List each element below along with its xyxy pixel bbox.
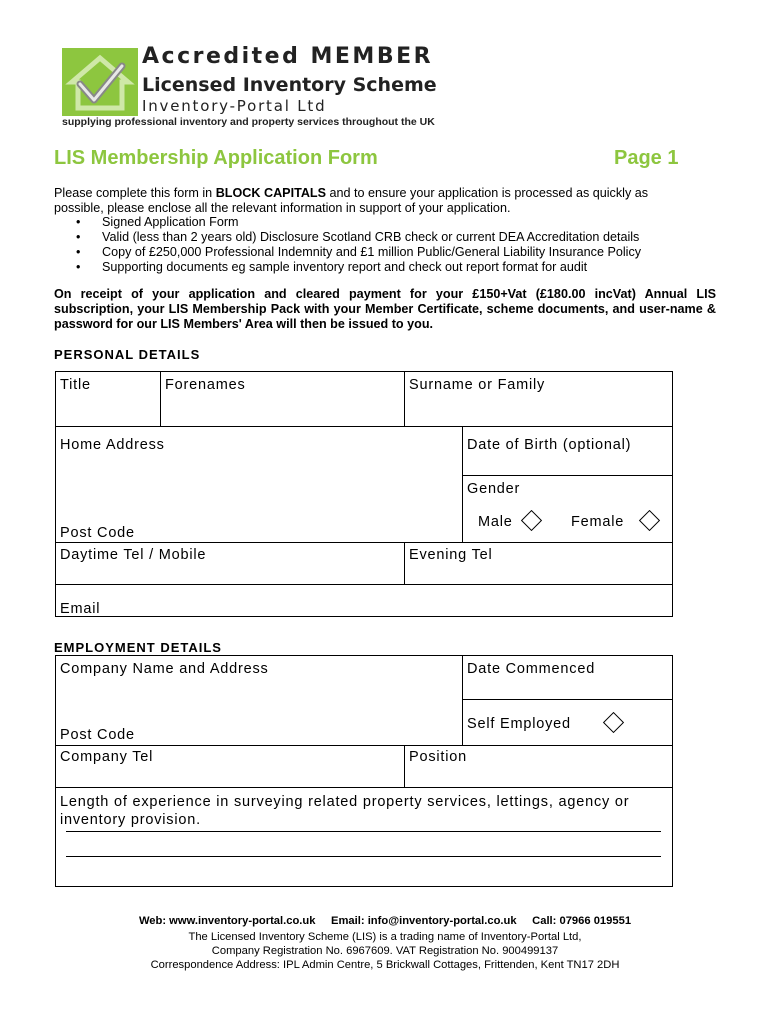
email-field[interactable]: Email bbox=[60, 601, 101, 617]
title-field[interactable]: Title bbox=[60, 377, 91, 393]
gender-label: Gender bbox=[467, 481, 521, 497]
footer-contact bbox=[0, 914, 770, 928]
date-of-birth-field[interactable]: Date of Birth (optional) bbox=[467, 437, 632, 453]
home-address-field[interactable]: Home Address bbox=[60, 437, 165, 453]
evening-tel-field[interactable]: Evening Tel bbox=[409, 547, 493, 563]
logo-line-company: Inventory-Portal Ltd bbox=[142, 97, 327, 115]
footer-registration: Company Registration No. 6967609. VAT Registration No. 900499137 bbox=[211, 945, 559, 957]
list-item: • Valid (less than 2 years old) Disclosure Scotland CRB check or current DEA Accreditation details bbox=[76, 230, 640, 244]
footer-trading-name: The Licensed Inventory Scheme (LIS) is a trading name of Inventory-Portal Ltd, bbox=[188, 931, 582, 943]
personal-details-heading: PERSONAL DETAILS bbox=[54, 347, 201, 362]
list-item: • Supporting documents eg sample inventory report and check out report format for audit bbox=[76, 260, 588, 274]
page-number: Page 1 bbox=[614, 147, 679, 169]
logo-line-accredited: Accredited MEMBER bbox=[142, 44, 434, 69]
self-employed-label: Self Employed bbox=[467, 716, 571, 732]
list-item: • Signed Application Form bbox=[76, 215, 239, 229]
list-item: • Copy of £250,000 Professional Indemnity and £1 million Public/General Liability Insurance Policy bbox=[76, 245, 642, 259]
female-label: Female bbox=[571, 514, 625, 530]
date-commenced-field[interactable]: Date Commenced bbox=[467, 661, 596, 677]
position-field[interactable]: Position bbox=[409, 749, 467, 765]
logo-strapline: supplying professional inventory and property services throughout the UK bbox=[62, 116, 435, 128]
company-post-code-field[interactable]: Post Code bbox=[60, 727, 135, 743]
house-checkmark-icon bbox=[62, 48, 138, 116]
footer-address: Correspondence Address: IPL Admin Centre, 5 Brickwall Cottages, Frittenden, Kent TN17 2DH bbox=[150, 959, 620, 971]
personal-details-form bbox=[55, 371, 673, 617]
company-tel-field[interactable]: Company Tel bbox=[60, 749, 154, 765]
intro-text: Please complete this form in BLOCK CAPITALS and to ensure your application is processed as quickly as possible, please enclose all the relevant information in support of your application. bbox=[54, 186, 649, 215]
footer-call: Call: 07966 019551 bbox=[532, 915, 632, 927]
requirements-list bbox=[54, 215, 641, 275]
logo-line-scheme: Licensed Inventory Scheme bbox=[142, 74, 437, 96]
employment-details-heading: EMPLOYMENT DETAILS bbox=[54, 640, 222, 655]
experience-field[interactable]: Length of experience in surveying related property services, lettings, agency or inventory provision. bbox=[60, 794, 630, 828]
surname-field[interactable]: Surname or Family bbox=[409, 377, 546, 393]
receipt-notice: On receipt of your application and cleared payment for your £150+Vat (£180.00 incVat) Annual LIS subscription, your LIS Membership Pack with your Member Certificate, scheme documents, and user-name & password for our LIS Members' Area will then be issued to you. bbox=[54, 287, 716, 331]
company-name-address-field[interactable]: Company Name and Address bbox=[60, 661, 269, 677]
employment-details-form bbox=[55, 655, 673, 887]
footer-web: Web: www.inventory-portal.co.uk bbox=[138, 915, 316, 927]
male-label: Male bbox=[478, 514, 513, 530]
page-title: LIS Membership Application Form bbox=[54, 147, 378, 169]
logo-badge bbox=[62, 48, 138, 116]
post-code-field[interactable]: Post Code bbox=[60, 525, 135, 541]
daytime-tel-field[interactable]: Daytime Tel / Mobile bbox=[60, 547, 207, 563]
forenames-field[interactable]: Forenames bbox=[165, 377, 246, 393]
footer-email: Email: info@inventory-portal.co.uk bbox=[331, 915, 517, 927]
